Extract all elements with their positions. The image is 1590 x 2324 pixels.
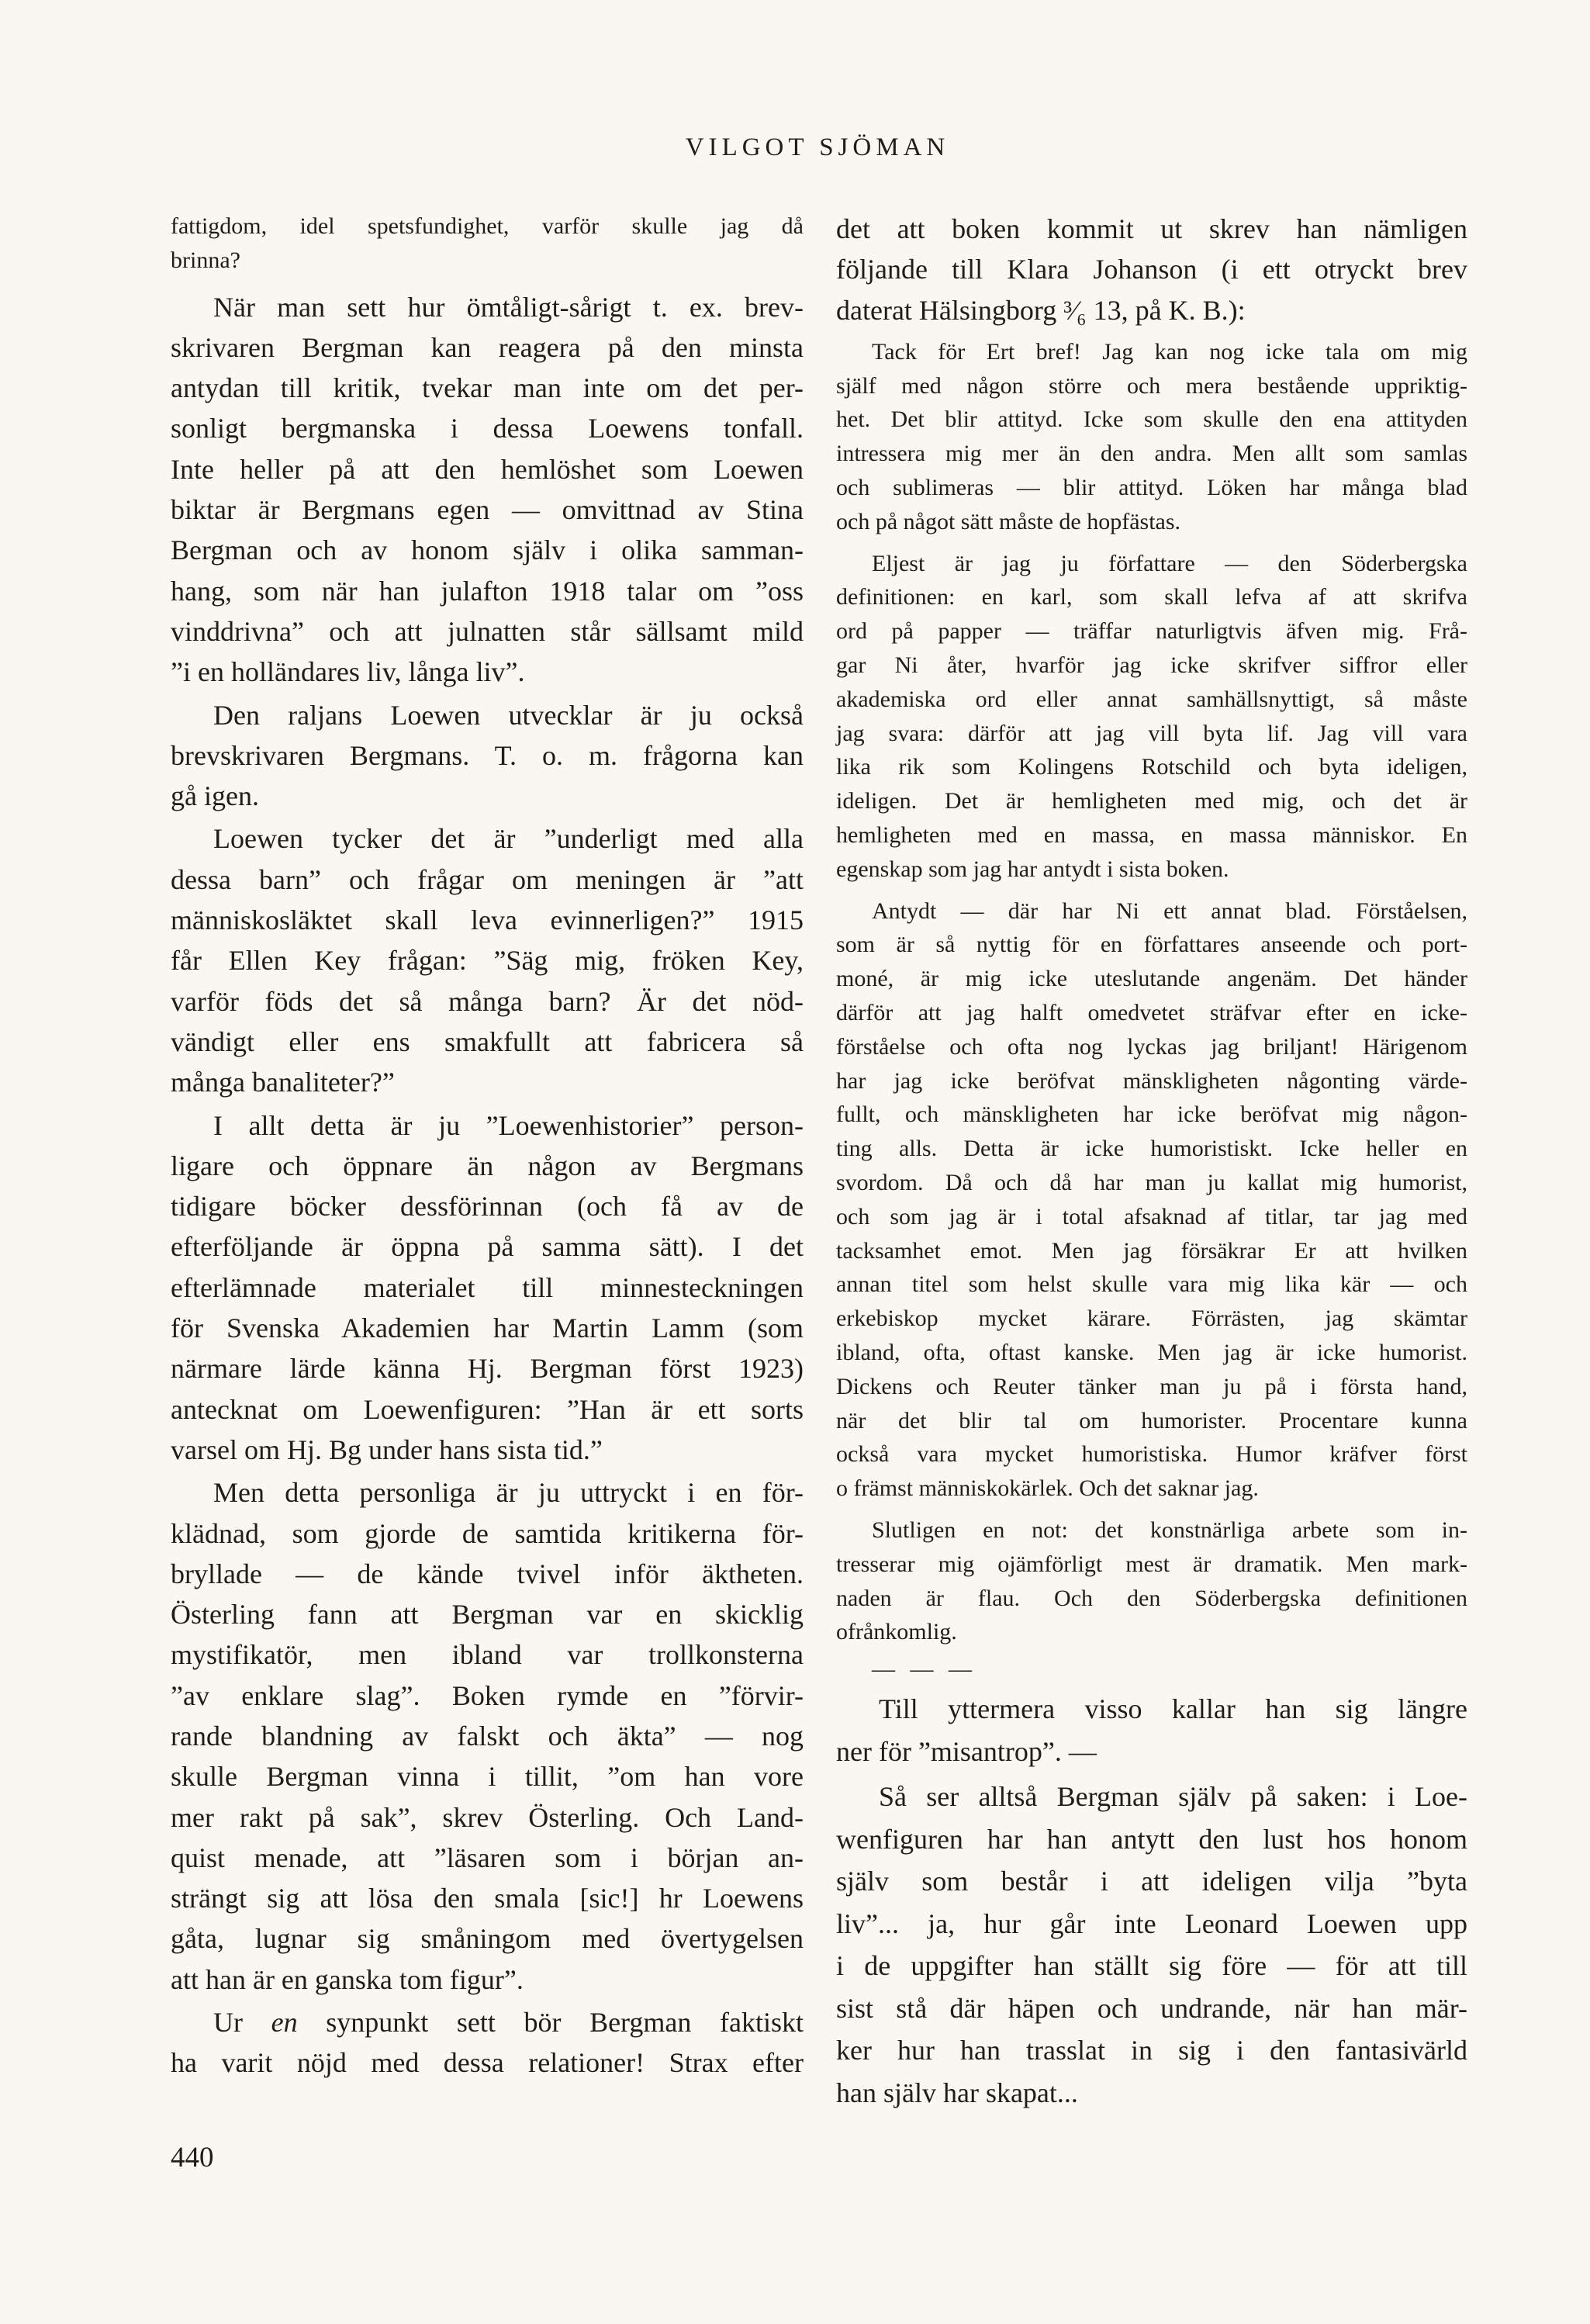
text-line: själf med någon större och mera bestående uppriktig- <box>836 372 1467 399</box>
text-line: vändigt eller ens smakfullt att fabricera så <box>171 1025 804 1057</box>
text-line: Så ser alltså Bergman själv på saken: i Loe- <box>879 1781 1467 1813</box>
quoted-letter-paragraph <box>836 335 1467 539</box>
text-line: Till yttermera visso kallar han sig längre <box>879 1693 1467 1725</box>
text-line: får Ellen Key frågan: ”Säg mig, fröken Key, <box>171 945 804 977</box>
text-line: närmare lärde känna Hj. Bergman först 1923) <box>171 1353 804 1385</box>
text-line: fattigdom, idel spetsfundighet, varför skulle jag då <box>171 213 804 239</box>
quoted-letter-paragraph <box>836 547 1467 887</box>
right-column <box>836 206 1467 2114</box>
text-line: ker hur han trasslat in sig i den fantasivärld <box>836 2035 1467 2066</box>
text-line: fullt, och mänskligheten har icke beröfvat mig någon- <box>836 1101 1467 1128</box>
page-number: 440 <box>171 2142 214 2174</box>
body-paragraph <box>836 209 1467 330</box>
text-line: ”av enklare slag”. Boken rymde en ”förvir- <box>171 1679 804 1711</box>
text-line: antydan till kritik, tvekar man inte om det per- <box>171 372 804 404</box>
text-line: quist menade, att ”läsaren som i början an- <box>171 1842 804 1873</box>
text-line: Tack för Ert bref! Jag kan nog icke tala om mig <box>872 338 1467 365</box>
text-line: När man sett hur ömtåligt-sårigt t. ex. brev- <box>213 291 804 323</box>
text-line: det att boken kommit ut skrev han nämligen <box>836 213 1467 244</box>
text-line: biktar är Bergmans egen — omvittnad av Stina <box>171 494 804 526</box>
text-line: förståelse och ofta nog lyckas jag briljant! Härigenom <box>836 1033 1467 1060</box>
text-line: att han är en ganska tom figur”. <box>171 1963 524 1995</box>
text-line: när det blir tal om humorister. Procentare kunna <box>836 1407 1467 1433</box>
text-line: tresserar mig ojämförligt mest är dramatik. Men mark- <box>836 1551 1467 1577</box>
left-column <box>171 206 804 2084</box>
text-line: hemligheten med en massa, en massa människor. En <box>836 822 1467 849</box>
text-line: rande blandning av falskt och äkta” — nog <box>171 1720 804 1752</box>
body-paragraph <box>836 1776 1467 2114</box>
quoted-letter-paragraph <box>836 894 1467 1506</box>
text-line: Österling fann att Bergman var en skicklig <box>171 1599 804 1631</box>
text-line: människosläktet skall leva evinnerligen?” 1915 <box>171 904 804 936</box>
italic-emphasis: en <box>271 2007 298 2039</box>
text-line: varsel om Hj. Bg under hans sista tid.” <box>171 1433 603 1465</box>
text-line: liv”... ja, hur går inte Leonard Loewen upp <box>836 1907 1467 1939</box>
text-line: Bergman och av honom själv i olika samman- <box>171 534 804 566</box>
text-line: sist stå där häpen och undrande, när han mär- <box>836 1992 1467 2024</box>
text-line: Men detta personliga är ju uttryckt i en för- <box>213 1477 804 1509</box>
text-line: wenfiguren har han antytt den lust hos honom <box>836 1823 1467 1855</box>
text-line: dessa barn” och frågar om meningen är ”att <box>171 863 804 895</box>
text-line: sonligt bergmanska i dessa Loewens tonfall. <box>171 413 804 444</box>
quoted-letter-paragraph <box>171 209 804 278</box>
text-line: definitionen: en karl, som skall lefva af att skrifva <box>836 584 1467 610</box>
text-line: mystifikatör, men ibland var trollkonsterna <box>171 1639 804 1671</box>
body-paragraph <box>836 1688 1467 1772</box>
text-line: naden är flau. Och den Söderbergska definitionen <box>836 1585 1467 1611</box>
text-line: som är så nyttig för en författares anseende och port- <box>836 932 1467 958</box>
text-line <box>171 2002 804 2042</box>
body-paragraph <box>171 1472 804 2000</box>
text-line: gå igen. <box>171 780 259 812</box>
text-line: I allt detta är ju ”Loewenhistorier” person- <box>213 1109 804 1141</box>
text-line: vinddrivna” och att julnatten står sällsamt mild <box>171 615 804 647</box>
text-line: ofrånkomlig. <box>836 1619 957 1645</box>
text-line: antecknat om Loewenfiguren: ”Han är ett sorts <box>171 1393 804 1425</box>
text-line: ord på papper — träffar naturligtvis äfven mig. Frå- <box>836 618 1467 645</box>
text-line: ibland, ofta, oftast kanske. Men jag är icke humorist. <box>836 1340 1467 1365</box>
body-paragraph <box>171 2002 804 2084</box>
text-line: ”i en holländares liv, långa liv”. <box>171 656 525 688</box>
body-paragraph <box>171 695 804 817</box>
text-line: gar Ni åter, hvarför jag icke skrifver siffror eller <box>836 652 1467 679</box>
text-segment: synpunkt sett bör Bergman faktiskt <box>297 2007 804 2039</box>
text-line: skrivaren Bergman kan reagera på den minsta <box>171 331 804 363</box>
body-paragraph <box>171 1105 804 1471</box>
text-line: akademiska ord eller annat samhällsnyttigt, så måste <box>836 686 1467 712</box>
body-paragraph <box>171 818 804 1102</box>
body-paragraph <box>171 287 804 693</box>
text-line: jag svara: därför att jag vill byta lif. Jag vill vara <box>836 720 1467 746</box>
text-line: efterlämnade materialet till minnesteckningen <box>171 1271 804 1303</box>
text-line: har jag icke beröfvat mänskligheten någonting värde- <box>836 1067 1467 1094</box>
text-line: Dickens och Reuter tänker man ju på i första hand, <box>836 1373 1467 1399</box>
section-separator: — — — <box>872 1656 976 1682</box>
text-line: många banaliteter?” <box>171 1067 395 1098</box>
text-line: han själv har skapat... <box>836 2077 1078 2108</box>
text-line: skulle Bergman vinna i tillit, ”om han vore <box>171 1761 804 1793</box>
text-line: moné, är mig icke uteslutande angenäm. Det händer <box>836 966 1467 992</box>
text-line: bryllade — de kände tvivel inför äktheten. <box>171 1558 804 1589</box>
text-line: egenskap som jag har antydt i sista boken. <box>836 856 1229 882</box>
text-line: Loewen tycker det är ”underligt med alla <box>213 823 804 855</box>
text-line: Antydt — där har Ni ett annat blad. Förståelsen, <box>872 897 1467 924</box>
text-line: i de uppgifter han ställt sig före — för att till <box>836 1950 1467 1982</box>
text-line: strängt sig att lösa den smala [sic!] hr Loewens <box>171 1883 804 1914</box>
text-line: mer rakt på sak”, skrev Österling. Och Land- <box>171 1801 804 1833</box>
text-line: brevskrivaren Bergmans. T. o. m. frågorna kan <box>171 739 804 771</box>
text-line: följande till Klara Johanson (i ett otryckt brev <box>836 254 1467 285</box>
text-line: brinna? <box>171 247 240 273</box>
text-line: Slutligen en not: det konstnärliga arbete som in- <box>872 1516 1467 1543</box>
text-line: ner för ”misantrop”. — <box>836 1735 1097 1767</box>
text-line: ha varit nöjd med dessa relationer! Strax efter <box>171 2047 804 2079</box>
text-line: Eljest är jag ju författare — den Söderbergska <box>872 550 1467 576</box>
text-line: svordom. Då och då har man ju kallat mig humorist, <box>836 1170 1467 1196</box>
text-line: och på något sätt måste de hopfästas. <box>836 508 1181 534</box>
text-line: och som jag är i total afsaknad af titlar, tar jag med <box>836 1203 1467 1229</box>
text-line: daterat Hälsingborg ³⁄₆ 13, på K. B.): <box>836 294 1246 326</box>
text-line: lika rik som Kolingens Rotschild och byta ideligen, <box>836 754 1467 780</box>
text-line: erkebiskop mycket kärare. Förrästen, jag skämtar <box>836 1306 1467 1332</box>
text-line: också vara mycket humoristiska. Humor kräfver först <box>836 1441 1467 1468</box>
text-line: intressera mig mer än den andra. Men allt som samlas <box>836 441 1467 467</box>
text-segment: Ur <box>213 2007 271 2039</box>
text-line: hang, som när han julafton 1918 talar om ”oss <box>171 575 804 607</box>
text-line: varför föds det så många barn? Är det nöd- <box>171 985 804 1017</box>
text-line: tidigare böcker dessförinnan (och få av de <box>171 1191 804 1223</box>
text-line: ting alls. Detta är icke humoristiskt. Icke heller en <box>836 1136 1467 1162</box>
text-line: gåta, lugnar sig småningom med övertygelsen <box>171 1923 804 1955</box>
running-title: VILGOT SJÖMAN <box>685 133 950 161</box>
text-line: het. Det blir attityd. Icke som skulle den ena attityden <box>836 406 1467 433</box>
quoted-letter-paragraph <box>836 1513 1467 1649</box>
text-line: ligare och öppnare än någon av Bergmans <box>171 1150 804 1181</box>
text-line: ideligen. Det är hemligheten med mig, och det är <box>836 788 1467 814</box>
text-line: Den raljans Loewen utvecklar är ju också <box>213 699 804 731</box>
text-line: o främst människokärlek. Och det saknar jag. <box>836 1475 1259 1502</box>
text-line: själv som består i att ideligen vilja ”byta <box>836 1866 1467 1897</box>
text-line: klädnad, som gjorde de samtida kritikerna för- <box>171 1517 804 1549</box>
text-line: efterföljande är öppna på samma sätt). I det <box>171 1231 804 1263</box>
text-line: och sublimeras — blir attityd. Löken har många blad <box>836 475 1467 501</box>
text-line: för Svenska Akademien har Martin Lamm (som <box>171 1312 804 1344</box>
text-line: Inte heller på att den hemlöshet som Loewen <box>171 453 804 485</box>
text-line: därför att jag halft omedvetet sträfvar efter en icke- <box>836 1000 1467 1026</box>
text-line: annan titel som helst skulle vara mig lika kär — och <box>836 1271 1467 1298</box>
text-line: tacksamhet emot. Men jag försäkrar Er att hvilken <box>836 1237 1467 1264</box>
